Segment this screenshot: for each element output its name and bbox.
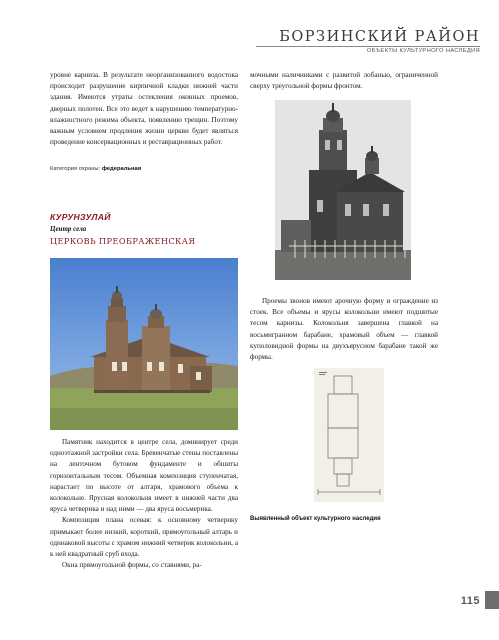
running-header-subtitle: ОБЪЕКТЫ КУЛЬТУРНОГО НАСЛЕДИЯ	[366, 48, 480, 54]
paragraph: уровне карниза. В результате неорганизованного водостока происходит разрушение кирпичной кладки нижней части здания. Имеются утраты остекления оконных проемов, дверных полотен. Все это ведет к нарушению температурно-влажностного режима объекта, появлению трещин. Поэтому важным условием продления жизни церкви будет являться проведение консервационных и реставрационных работ.	[50, 71, 238, 147]
location-label: Центр села	[50, 225, 87, 233]
church-title: ЦЕРКОВЬ ПРЕОБРАЖЕНСКАЯ	[50, 236, 196, 246]
plan-caption: Выявленный объект культурного наследия	[250, 516, 381, 522]
paragraph: Памятник находится в центре села, доминирует среди одноэтажной застройки села. Бревенчатые стены поставлены на ленточном бутовом фундаменте и обшиты горизонтальным тесом. Объемная композиция ступенчатая, нарастает по высоте от алтаря, храмового объема к колокольне. Ярусная колокольня имеет в нижней части два яруса четверика и над ними — два яруса восьмерика.	[50, 438, 238, 514]
header-divider	[256, 46, 480, 47]
village-name: КУРУНЗУЛАЙ	[50, 212, 111, 222]
church-archival-photo	[275, 100, 411, 280]
protection-label: Категория охраны:	[50, 166, 101, 172]
paragraph: Окна прямоугольной формы, со ставнями, ра-	[62, 561, 202, 570]
left-column-top-text	[50, 70, 238, 148]
page-corner-tab	[485, 591, 499, 609]
paragraph: Композиция плана осевая: к основному четверику примыкает более низкий, короткий, прямоугольный алтарь и одинаковой высоты с храмом нижний четверик колокольни, а к ней квадратный сруб входа.	[50, 516, 238, 559]
running-header-title: БОРЗИНСКИЙ РАЙОН	[279, 29, 480, 45]
right-column-middle-text	[250, 296, 438, 363]
floor-plan-drawing	[314, 368, 384, 502]
paragraph: мочными наличниками с развитой лобанью, ограниченной сверху треугольной формы фронтом.	[250, 71, 438, 91]
right-column-top-text	[250, 70, 438, 92]
protection-value: федеральная	[101, 166, 142, 172]
left-column-bottom-text	[50, 437, 238, 571]
paragraph: Проемы звонов имеют арочную форму и ограждение из стоек. Все объемы и ярусы колокольни имеют подшитые тесом карнизы. Колокольня завершена главкой на восьмигранном барабане, храмовый объем — главкой куполовидной формы на двухъярусном барабане такой же формы.	[250, 297, 438, 362]
page-number: 115	[460, 595, 480, 607]
church-color-photo	[50, 258, 238, 430]
protection-category	[50, 166, 141, 172]
